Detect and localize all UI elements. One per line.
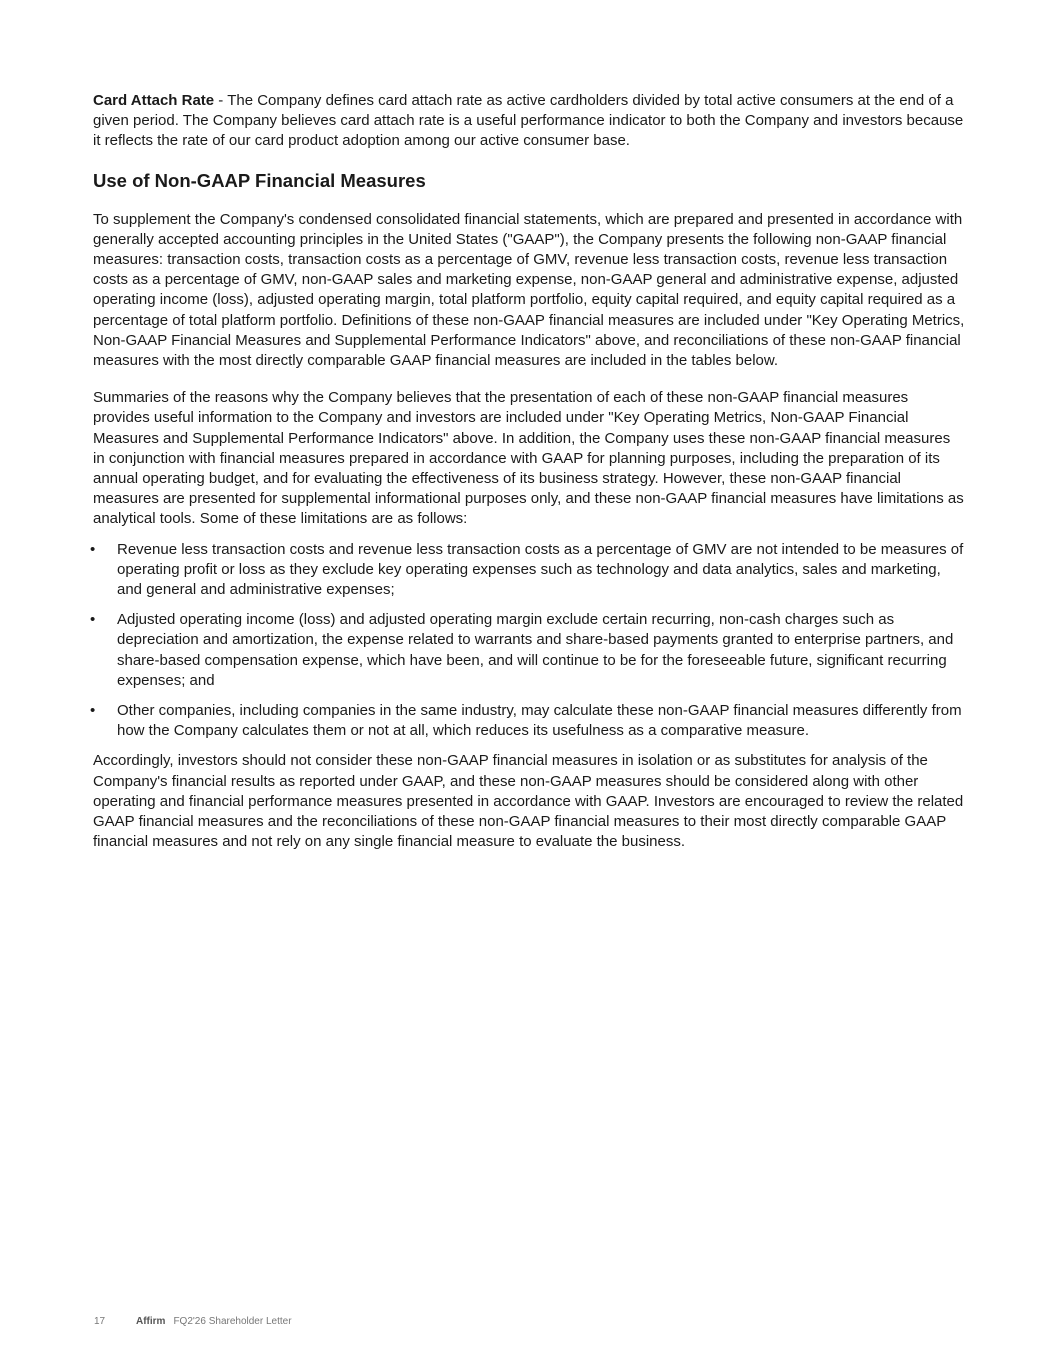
non-gaap-conclusion-paragraph: Accordingly, investors should not consider these non-GAAP financial measures in isolation or as substitutes for analysis of the Company's financial results as reported under GAAP, and these non-GAAP measures should be considered along with other operating and financial performance measures presented in accordance with GAAP. Investors are encouraged to review the related GAAP financial measures and the reconciliations of these non-GAAP financial measures to their most directly comparable GAAP financial measures and not rely on any single financial measure to evaluate the business. — [93, 752, 964, 851]
brand-name: Affirm — [136, 1316, 166, 1327]
card-attach-rate-paragraph — [93, 91, 965, 152]
list-item — [90, 701, 965, 741]
list-item-text: Adjusted operating income (loss) and adjusted operating margin exclude certain recurring, non-cash charges such as depreciation and amortization, the expense related to warrants and share-based payments granted to enterprise partners, and share-based compensation expense, which have been, and will continue to be for the foreseeable future, significant recurring expenses; and — [117, 611, 954, 689]
section-heading: Use of Non-GAAP Financial Measures — [93, 169, 426, 191]
document-title: FQ2'26 Shareholder Letter — [173, 1316, 292, 1327]
bullet-icon: • — [90, 702, 96, 720]
list-item — [90, 540, 965, 601]
card-attach-rate-definition: - The Company defines card attach rate as active cardholders divided by total active consumers at the end of a given period. The Company believes card attach rate is a useful performance indicator to both the Company and investors because it reflects the rate of our card product adoption among our active consumer base. — [93, 92, 964, 150]
page-footer — [94, 1316, 292, 1327]
list-item-text: Other companies, including companies in the same industry, may calculate these non-GAAP financial measures differently from how the Company calculates them or not at all, which reduces its usefulness as a comparative measure. — [117, 702, 962, 740]
non-gaap-intro-paragraph: To supplement the Company's condensed consolidated financial statements, which are prepared and presented in accordance with generally accepted accounting principles in the United States ("GAAP"), the Company presents the following non-GAAP financial measures: transaction costs, transaction costs as a percentage of GMV, revenue less transaction costs, revenue less transaction costs as a percentage of GMV, non-GAAP sales and marketing expense, non-GAAP general and administrative expense, adjusted operating income (loss), adjusted operating margin, total platform portfolio, equity capital required, and equity capital required as a percentage of total platform portfolio. Definitions of these non-GAAP financial measures are included under "Key Operating Metrics, Non-GAAP Financial Measures and Supplemental Performance Indicators" above, and reconciliations of these non-GAAP financial measures with the most directly comparable GAAP financial measures are included in the tables below. — [93, 210, 965, 370]
limitations-list — [90, 540, 965, 742]
page-number: 17 — [94, 1316, 106, 1327]
page-content — [90, 91, 965, 853]
non-gaap-reasons-paragraph: Summaries of the reasons why the Company believes that the presentation of each of these non-GAAP financial measures provides useful information to the Company and investors are included under "Key Operating Metrics, Non-GAAP Financial Measures and Supplemental Performance Indicators" above. In addition, the Company uses these non-GAAP financial measures in conjunction with financial measures prepared in accordance with GAAP for planning purposes, including the preparation of its annual operating budget, and for evaluating the effectiveness of its business strategy. However, these non-GAAP financial measures are presented for supplemental informational purposes only, and these non-GAAP financial measures have limitations as analytical tools. Some of these limitations are as follows: — [93, 389, 964, 528]
bullet-icon: • — [90, 611, 96, 629]
list-item — [90, 610, 965, 691]
list-item-text: Revenue less transaction costs and revenue less transaction costs as a percentage of GMV are not intended to be measures of operating profit or loss as they exclude key operating expenses such as technology and data analytics, sales and marketing, and general and administrative expenses; — [117, 540, 964, 599]
bullet-icon: • — [90, 540, 96, 558]
card-attach-rate-term: Card Attach Rate — [93, 92, 215, 109]
